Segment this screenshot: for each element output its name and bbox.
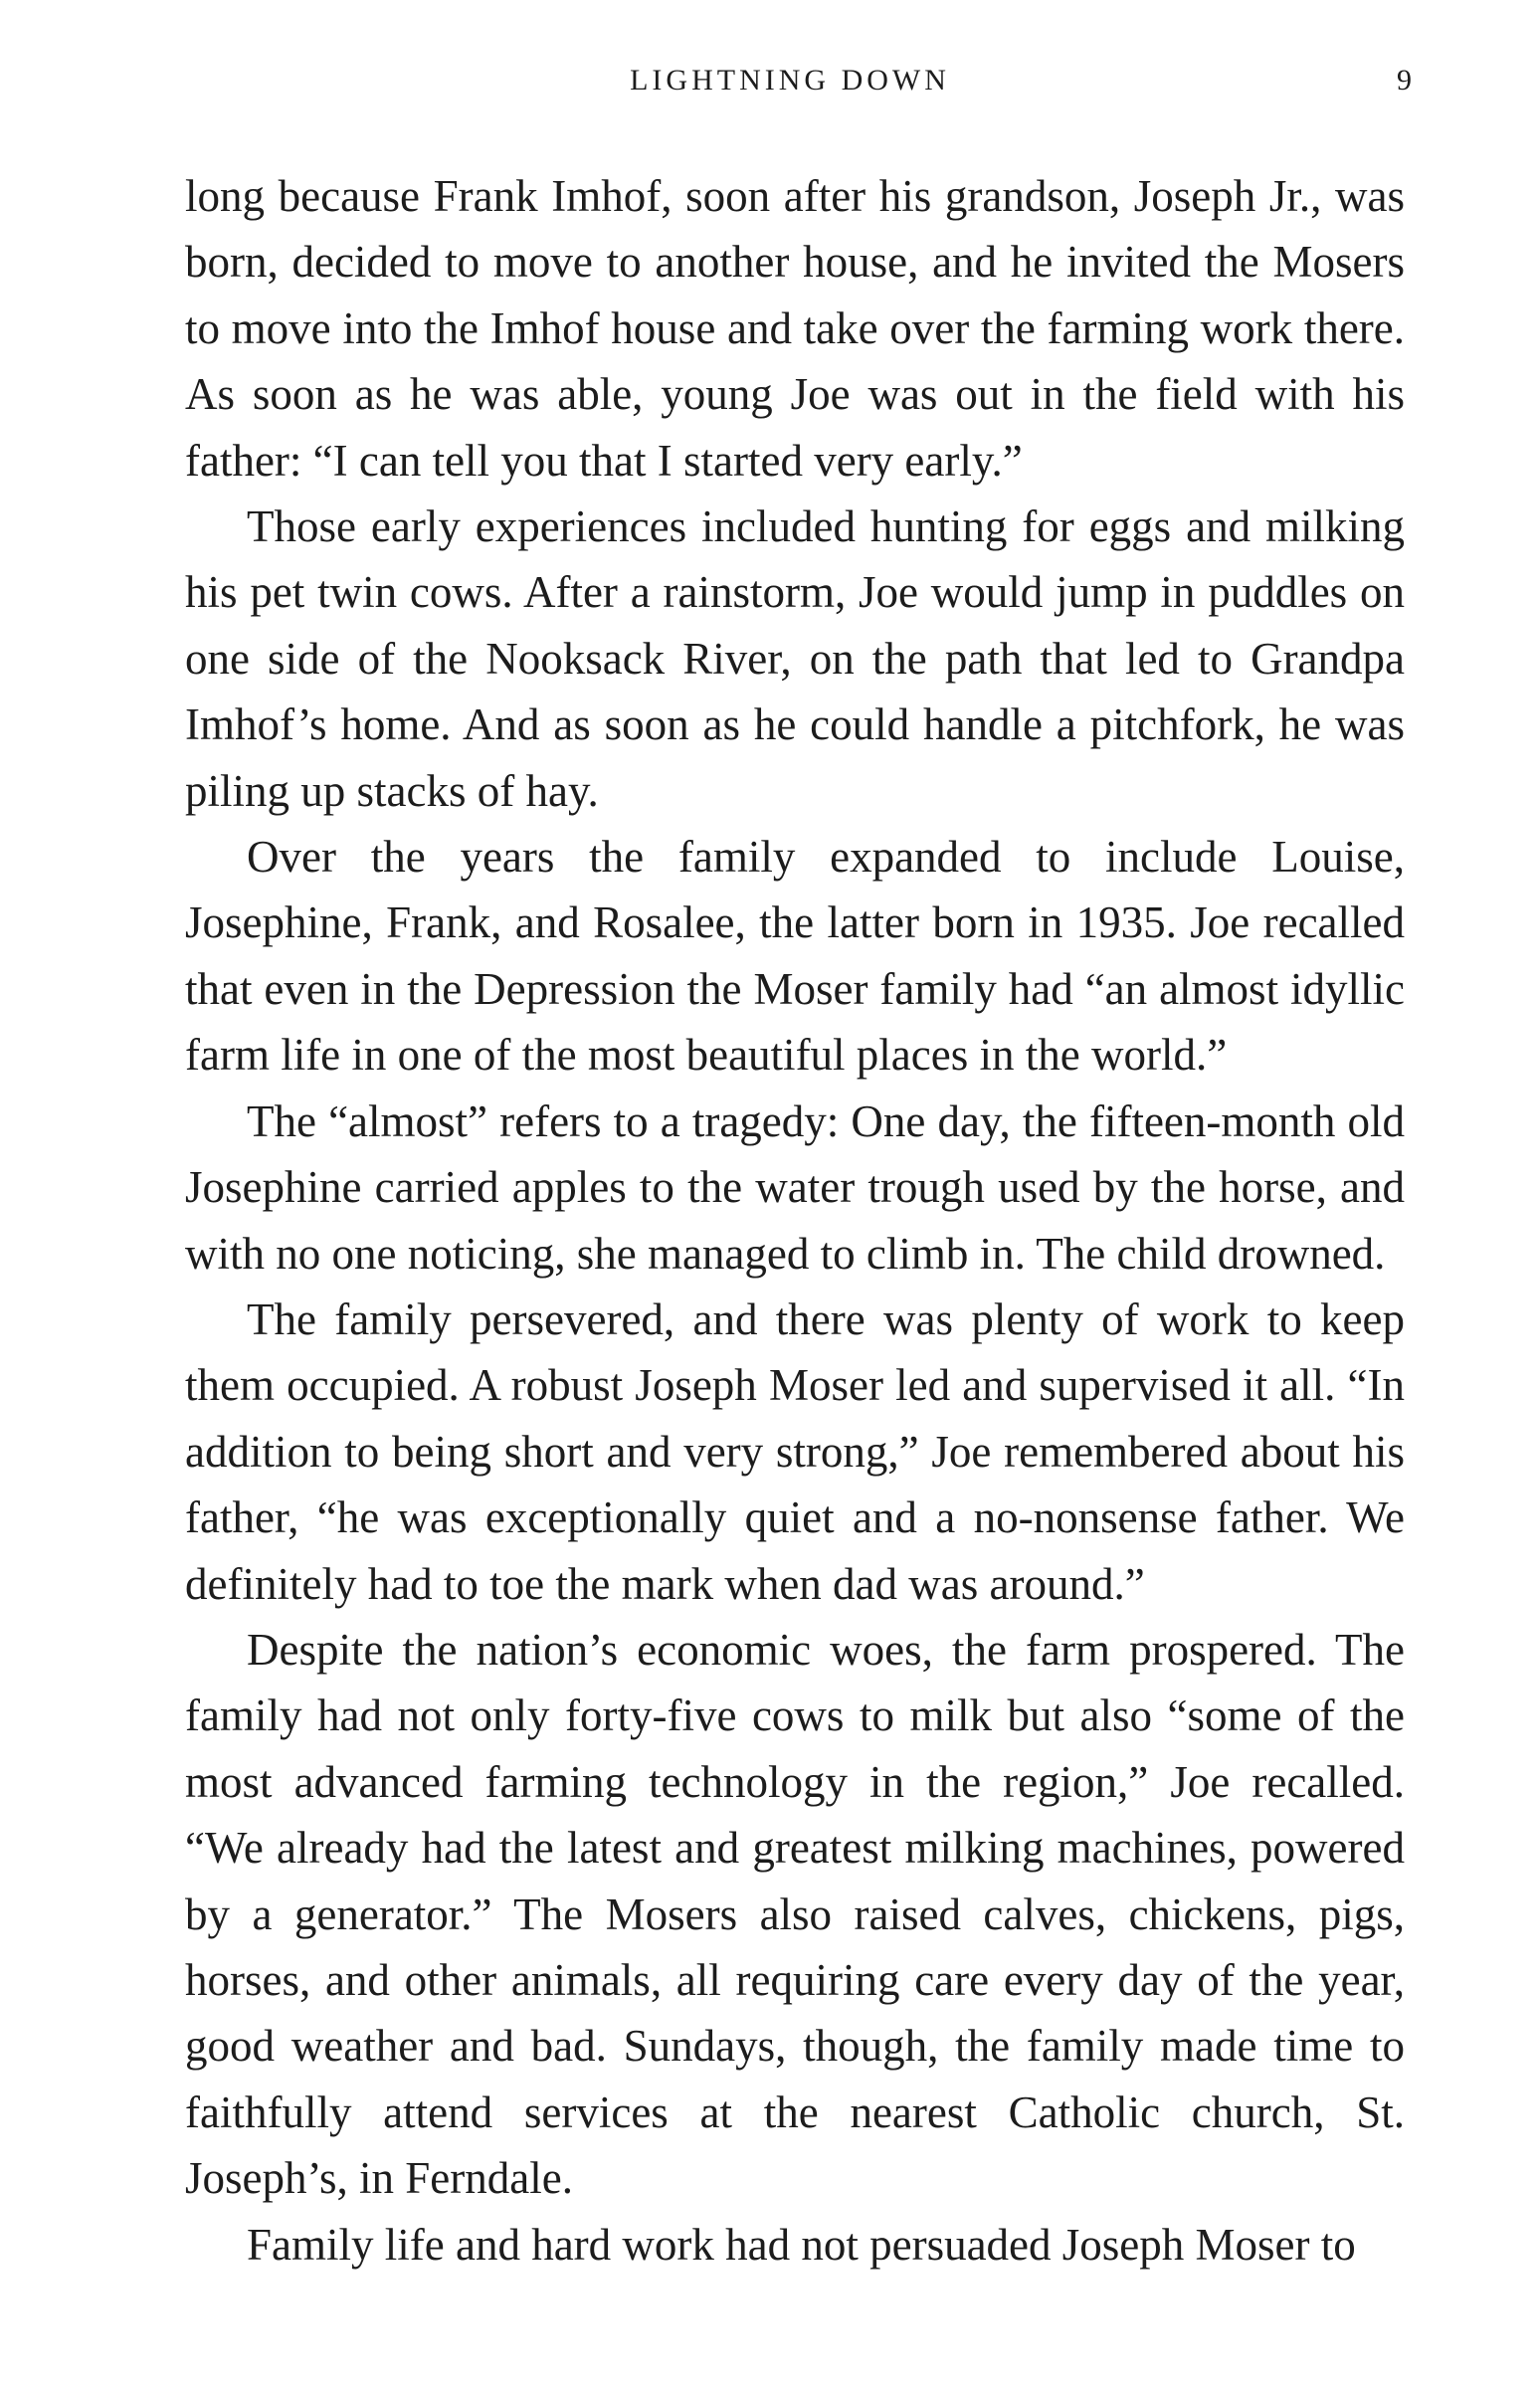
paragraph: long because Frank Imhof, soon after his grandson, Joseph Jr., was born, decided to move to another house, and he invited the Mosers to move into the Imhof house and take over the farming work there. As soon as he was able, young Joe was out in the field with his father: “I can tell you that I started very early.”	[185, 171, 1405, 486]
running-title: LIGHTNING DOWN	[630, 64, 950, 97]
paragraph: Family life and hard work had not persuaded Joseph Moser to	[247, 2219, 1356, 2270]
body-text	[185, 163, 1405, 2278]
page-number: 9	[1397, 64, 1412, 97]
paragraph: Despite the nation’s economic woes, the farm prospered. The family had not only forty-five cows to milk but also “some of the most advanced farming technology in the region,” Joe recalled. “We already had the latest and greatest milking machines, powered by a generator.” The Mosers also raised calves, chickens, pigs, horses, and other animals, all requiring care every day of the year, good weather and bad. Sundays, though, the family made time to faithfully attend services at the nearest Catholic church, St. Joseph’s, in Ferndale.	[185, 1624, 1405, 2204]
page-header	[0, 64, 1540, 113]
paragraph: The family persevered, and there was plenty of work to keep them occupied. A robust Joseph Moser led and supervised it all. “In addition to being short and very strong,” Joe remembered about his father, “he was exceptionally quiet and a no-nonsense father. We definitely had to toe the mark when dad was around.”	[185, 1293, 1405, 1609]
paragraph: Those early experiences included hunting for eggs and milking his pet twin cows. After a rainstorm, Joe would jump in puddles on one side of the Nooksack River, on the path that led to Grandpa Imhof’s home. And as soon as he could handle a pitchfork, he was piling up stacks of hay.	[185, 501, 1405, 816]
paragraph: The “almost” refers to a tragedy: One day, the fifteen-month old Josephine carried apples to the water trough used by the horse, and with no one noticing, she managed to climb in. The child drowned.	[185, 1095, 1405, 1279]
paragraph: Over the years the family expanded to include Louise, Josephine, Frank, and Rosalee, the latter born in 1935. Joe recalled that even in the Depression the Moser family had “an almost idyllic farm life in one of the most beautiful places in the world.”	[185, 832, 1405, 1081]
